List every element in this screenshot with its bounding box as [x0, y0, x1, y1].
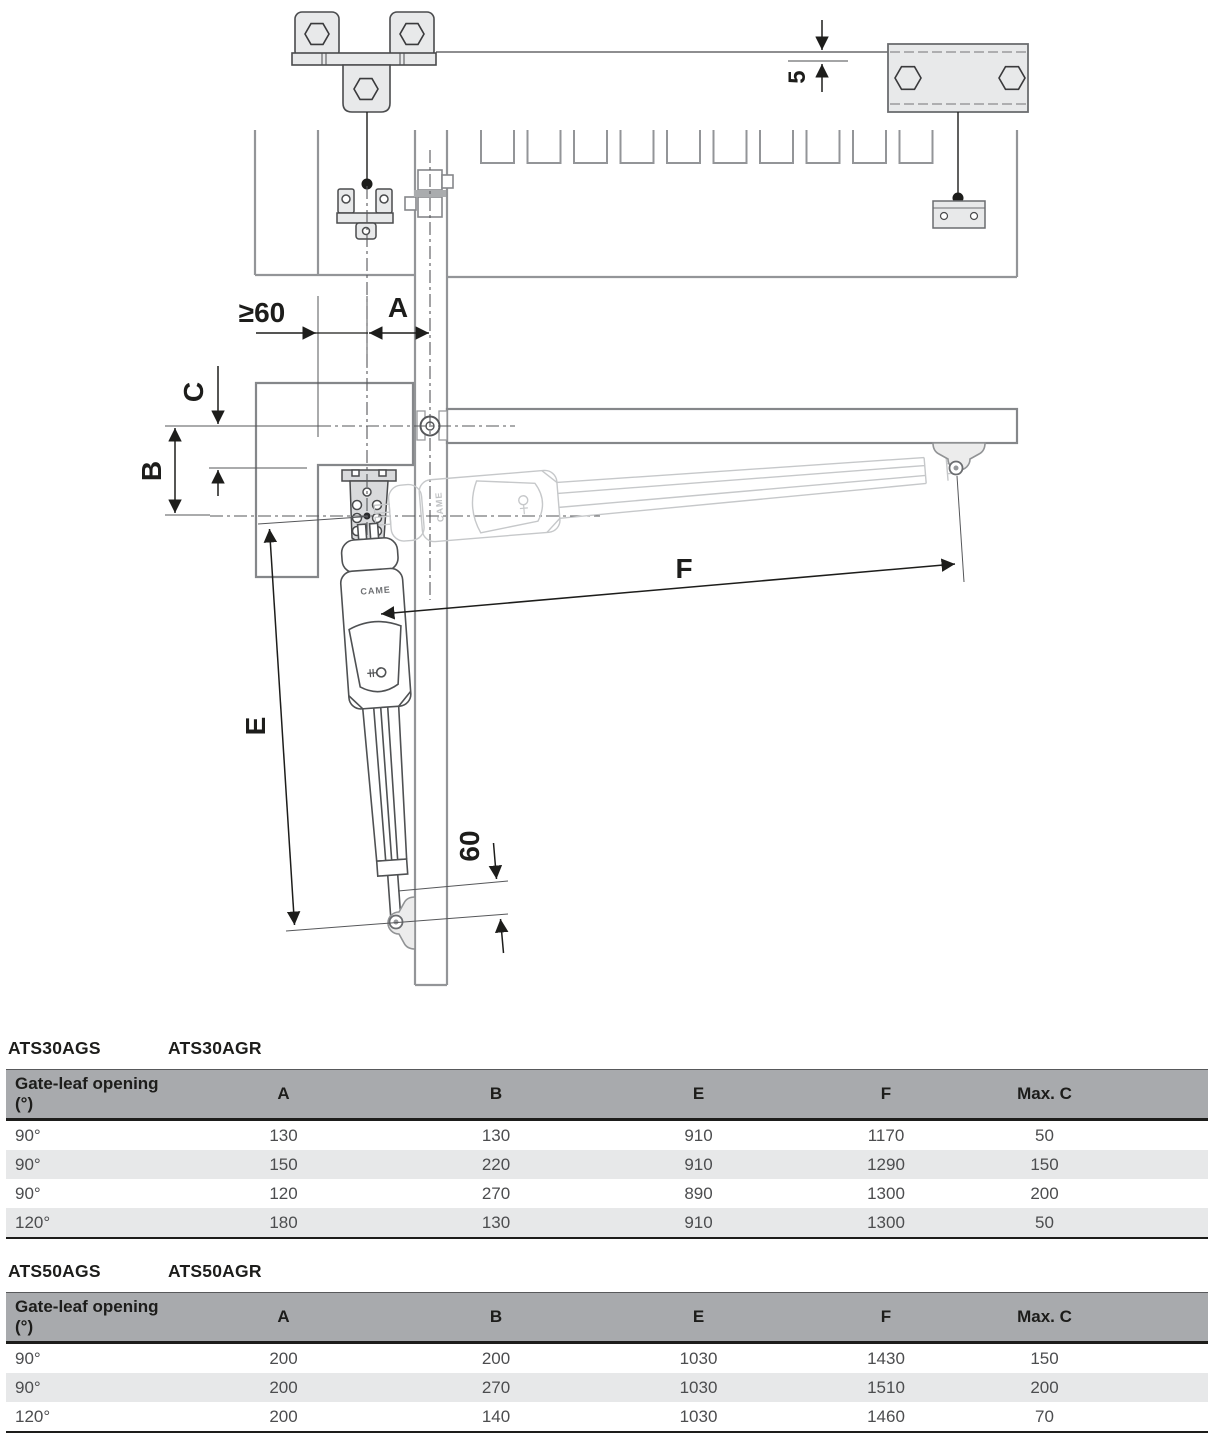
cell-b: 220 — [481, 1154, 511, 1174]
motor-bracket — [342, 470, 396, 544]
ats30-dimensions-table — [6, 1069, 1208, 1239]
cell-opening: 90° — [15, 1154, 41, 1174]
gate-plate-plan — [933, 201, 985, 228]
ats50-dimensions-table — [6, 1292, 1208, 1433]
table-row — [6, 1402, 1208, 1432]
actuator-open — [337, 522, 427, 919]
cell-a: 200 — [269, 1377, 298, 1397]
cell-opening: 90° — [15, 1348, 41, 1368]
col-header-max-c: Max. C — [976, 1070, 1208, 1120]
cell-a: 200 — [269, 1406, 298, 1426]
table-row — [6, 1150, 1208, 1179]
hex-bolt-icon — [400, 24, 424, 45]
cell-e: 1030 — [679, 1377, 718, 1397]
cell-f: 1290 — [867, 1154, 905, 1174]
col-header-opening: Gate-leaf opening (°) — [6, 1293, 176, 1343]
hinge-plan — [405, 170, 453, 217]
gate-leaf-closed — [447, 409, 1017, 443]
cell-a: 150 — [269, 1154, 298, 1174]
dim-label-b: B — [136, 460, 167, 482]
cell-b: 270 — [481, 1377, 511, 1397]
header-row — [6, 1293, 1208, 1343]
hex-bolt-icon — [354, 79, 378, 100]
cell-e: 910 — [684, 1125, 713, 1145]
hex-bolt-icon — [305, 24, 329, 45]
extension-lines — [209, 296, 964, 931]
gate-bars — [481, 130, 933, 163]
table-row — [6, 1208, 1208, 1238]
dim-label-e: E — [240, 716, 271, 736]
hex-bolt-icon — [895, 67, 921, 90]
col-header-e: E — [601, 1070, 796, 1120]
release-key-icon — [518, 495, 528, 505]
cell-f: 1300 — [867, 1183, 905, 1203]
cell-opening: 90° — [15, 1183, 41, 1203]
cell-f: 1430 — [867, 1348, 905, 1368]
cell-e: 910 — [684, 1154, 713, 1174]
dim-label-c: C — [178, 381, 209, 403]
dim-label-min-clearance: ≥60 — [238, 297, 286, 328]
table-row — [6, 1179, 1208, 1208]
cell-b: 130 — [481, 1212, 511, 1232]
cell-b: 140 — [481, 1406, 511, 1426]
cell-max-c: 50 — [1035, 1212, 1054, 1232]
cell-b: 270 — [481, 1183, 511, 1203]
cell-max-c: 200 — [1030, 1377, 1059, 1397]
cell-e: 910 — [684, 1212, 713, 1232]
table-row — [6, 1373, 1208, 1402]
col-header-b: B — [391, 1070, 601, 1120]
col-header-a: A — [176, 1070, 391, 1120]
ats30-model-titles — [0, 1030, 1214, 1069]
dim-label-stroke-offset: 60 — [454, 830, 485, 862]
cell-b: 130 — [481, 1125, 511, 1145]
actuator-closed-ghost — [372, 437, 962, 546]
cell-e: 1030 — [679, 1348, 718, 1368]
cell-a: 130 — [269, 1125, 298, 1145]
cell-f: 1300 — [867, 1212, 905, 1232]
cell-a: 120 — [269, 1183, 298, 1203]
cell-max-c: 150 — [1030, 1154, 1059, 1174]
model-title-ats50ags: ATS50AGS — [8, 1261, 101, 1281]
gate-post-plan — [415, 130, 447, 985]
cell-b: 200 — [481, 1348, 511, 1368]
cell-opening: 90° — [15, 1377, 41, 1397]
cell-e: 1030 — [679, 1406, 718, 1426]
cell-e: 890 — [684, 1183, 713, 1203]
cell-a: 200 — [269, 1348, 298, 1368]
col-header-opening: Gate-leaf opening (°) — [6, 1070, 176, 1120]
hex-bolt-icon — [999, 67, 1025, 90]
model-title-ats50agr: ATS50AGR — [168, 1261, 262, 1281]
post-bracket-plan — [337, 189, 393, 239]
came-logo: CAME — [433, 491, 446, 523]
cell-opening: 120° — [15, 1406, 51, 1426]
model-title-ats30ags: ATS30AGS — [8, 1038, 101, 1058]
gate-bracket-closed — [933, 443, 985, 475]
cell-opening: 90° — [15, 1125, 41, 1145]
col-header-a: A — [176, 1293, 391, 1343]
cell-f: 1460 — [867, 1406, 905, 1426]
cell-max-c: 200 — [1030, 1183, 1059, 1203]
dim-label-plate-gap: 5 — [784, 70, 811, 84]
dimension-lines — [175, 20, 955, 953]
col-header-max-c: Max. C — [976, 1293, 1208, 1343]
cell-f: 1170 — [867, 1125, 905, 1145]
ats50-model-titles — [0, 1239, 1214, 1292]
cell-max-c: 70 — [1035, 1406, 1054, 1426]
col-header-e: E — [601, 1293, 796, 1343]
came-logo: CAME — [360, 584, 392, 597]
post-bracket-front — [292, 12, 436, 112]
cell-opening: 120° — [15, 1212, 51, 1232]
col-header-f: F — [796, 1070, 976, 1120]
cell-f: 1510 — [867, 1377, 905, 1397]
dim-label-f: F — [675, 553, 693, 584]
col-header-f: F — [796, 1293, 976, 1343]
table-row — [6, 1120, 1208, 1151]
cell-max-c: 50 — [1035, 1125, 1054, 1145]
dim-label-a: A — [387, 292, 409, 323]
col-header-b: B — [391, 1293, 601, 1343]
header-row — [6, 1070, 1208, 1120]
model-title-ats30agr: ATS30AGR — [168, 1038, 262, 1058]
cell-a: 180 — [269, 1212, 298, 1232]
table-row — [6, 1343, 1208, 1374]
leader-lines — [367, 112, 958, 193]
cell-max-c: 150 — [1030, 1348, 1059, 1368]
gate-plate-front — [888, 44, 1028, 112]
